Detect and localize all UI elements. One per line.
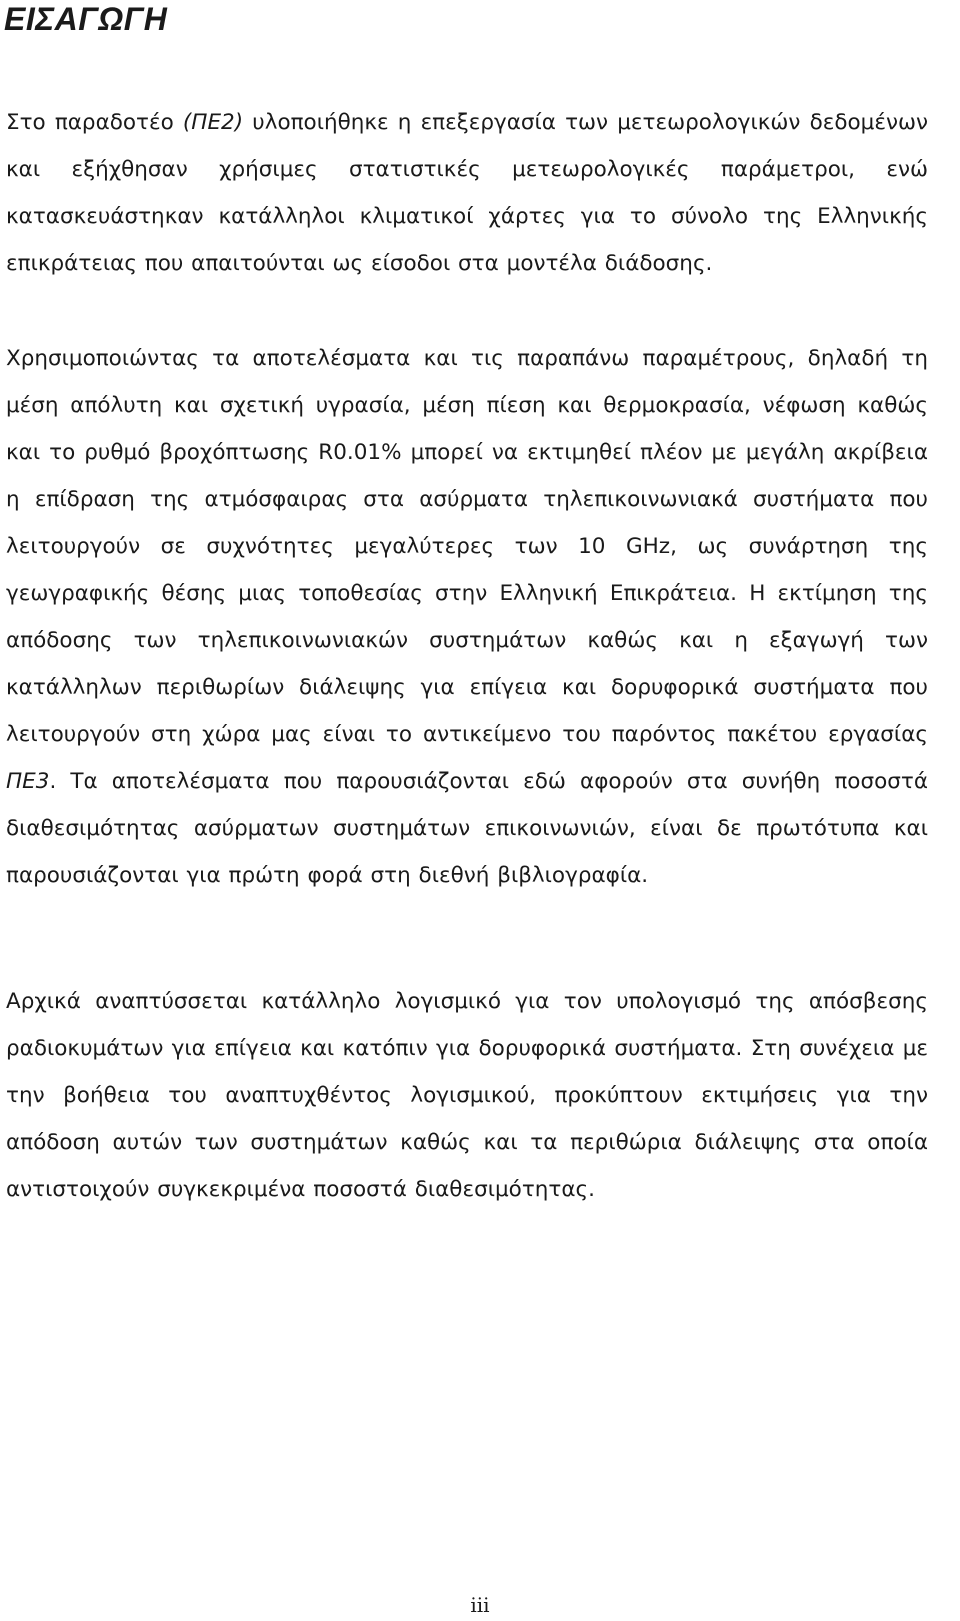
intro-paragraph <box>6 99 928 287</box>
paragraph-text: υλοποιήθηκε η επεξεργασία των μετεωρολογικών δεδομένων και εξήχθησαν χρήσιμες στατιστικές μετεωρολογικές παράμετροι, ενώ κατασκευάστηκαν κατάλληλοι κλιματικοί χάρτες για το σύνολο της Ελληνικής επικράτειας που απαιτούνται ως είσοδοι στα μοντέλα διάδοσης. <box>6 110 928 276</box>
software-paragraph <box>6 978 928 1213</box>
methods-paragraph <box>6 335 928 899</box>
work-package-reference: ΠΕ3 <box>6 769 50 794</box>
paragraph-text: Αρχικά αναπτύσσεται κατάλληλο λογισμικό για τον υπολογισμό της απόσβεσης ραδιοκυμάτων για επίγεια και κατόπιν για δορυφορικά συστήματα. Στη συνέχεια με την βοήθεια του αναπτυχθέντος λογισμικού, προκύπτουν εκτιμήσεις για την απόδοση αυτών των συστημάτων καθώς και τα περιθώρια διάλειψης στα οποία αντιστοιχούν συγκεκριμένα ποσοστά διαθεσιμότητας. <box>6 989 928 1202</box>
paragraph-text: Χρησιμοποιώντας τα αποτελέσματα και τις παραπάνω παραμέτρους, δηλαδή τη μέση απόλυτη και σχετική υγρασία, μέση πίεση και θερμοκρασία, νέφωση καθώς και το ρυθμό βροχόπτωσης R0.01% μπορεί να εκτιμηθεί πλέον με μεγάλη ακρίβεια η επίδραση της ατμόσφαιρας στα ασύρματα τηλεπικοινωνιακά συστήματα που λειτουργούν σε συχνότητες μεγαλύτερες των 10 GHz, ως συνάρτηση της γεωγραφικής θέσης μιας τοποθεσίας στην Ελληνική Επικράτεια. Η εκτίμηση της απόδοσης των τηλεπικοινωνιακών συστημάτων καθώς και η εξαγωγή των κατάλληλων περιθωρίων διάλειψης για επίγεια και δορυφορικά συστήματα που λειτουργούν στη χώρα μας είναι το αντικείμενο του παρόντος πακέτου εργασίας <box>6 346 928 747</box>
deliverable-reference: (ΠΕ2) <box>182 110 244 135</box>
page-number: iii <box>470 1593 490 1617</box>
page-title: ΕΙΣΑΓΩΓΗ <box>4 1 168 37</box>
paragraph-text: Στο παραδοτέο <box>6 110 183 135</box>
paragraph-text: . Τα αποτελέσματα που παρουσιάζονται εδώ αφορούν στα συνήθη ποσοστά διαθεσιμότητας ασύρματων συστημάτων επικοινωνιών, είναι δε πρωτότυπα και παρουσιάζονται για πρώτη φορά στη διεθνή βιβλιογραφία. <box>6 769 928 888</box>
